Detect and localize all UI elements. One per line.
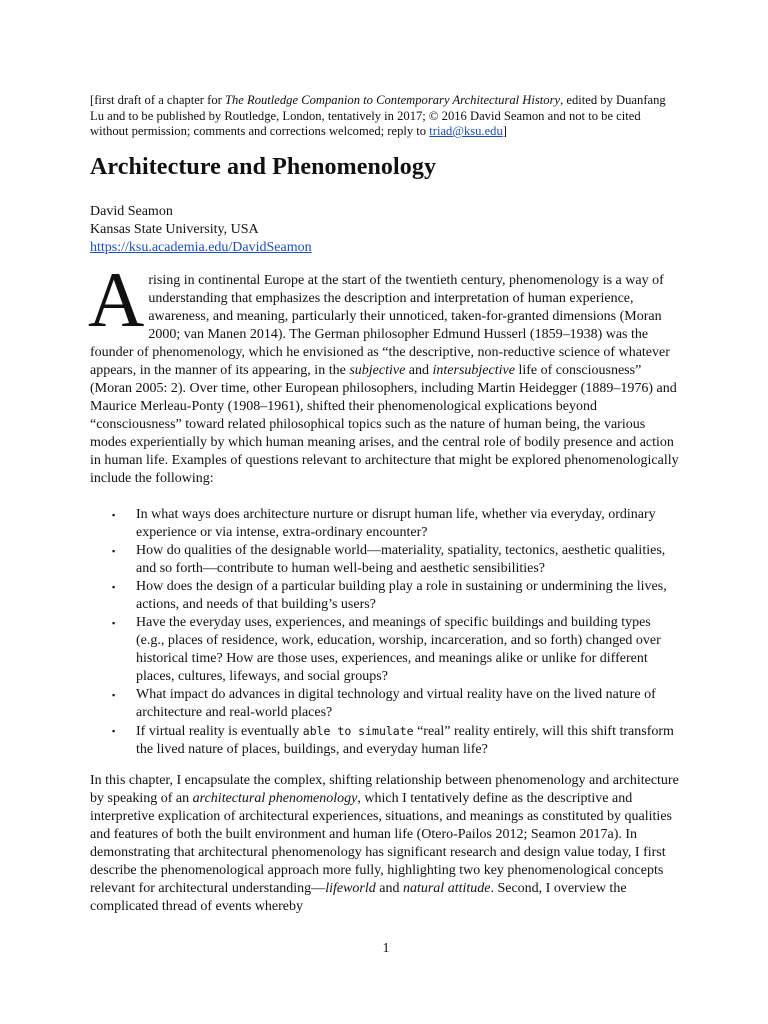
emphasis-text: lifeworld bbox=[325, 881, 376, 896]
author-block bbox=[90, 203, 312, 257]
author-affiliation: Kansas State University, USA bbox=[90, 222, 259, 237]
author-url-link[interactable]: https://ksu.academia.edu/DavidSeamon bbox=[90, 240, 312, 255]
email-link[interactable]: triad@ksu.edu bbox=[429, 124, 503, 138]
monospace-text: able to simulate bbox=[302, 724, 414, 738]
square-bullet-icon: ▪ bbox=[112, 510, 116, 520]
list-item-text: How do qualities of the designable world—materiality, spatiality, tectonics, aesthetic qualities, and so forth—contribute to human well-being and aesthetic sensibilities? bbox=[136, 543, 666, 576]
emphasis-text: natural attitude bbox=[402, 881, 491, 896]
list-item bbox=[90, 686, 682, 722]
paragraph-text: In this chapter, I encapsulate the complex, shifting relationship between phenomenology and architecture by speaking of an bbox=[90, 773, 679, 806]
page-number: 1 bbox=[382, 941, 390, 956]
drop-cap: A bbox=[88, 256, 145, 343]
square-bullet-icon: ▪ bbox=[112, 726, 116, 736]
paragraph-text: and bbox=[375, 881, 403, 896]
list-item-text: Have the everyday uses, experiences, and meanings of specific buildings and building types (e.g., places of residence, work, education, worship, incarceration, and so forth) changed over historical time? How are those uses, experiences, and meanings alike or unlike for different places, cultures, lifeways, and social groups? bbox=[136, 615, 661, 684]
paragraph-text: and bbox=[405, 363, 433, 378]
list-item bbox=[90, 578, 682, 614]
draft-note bbox=[90, 93, 682, 140]
paragraph-text: rising in continental Europe at the start of the twentieth century, phenomenology is a way of understanding that emphasizes the description and interpretation of human experience, awareness, and meaning, particularly their unnoticed, taken-for-granted dimensions (Moran 2000; van Manen 2014). The German philosopher Edmund Husserl (1859–1938) was the founder of phenomenology, which he envisioned as “the descriptive, non-reductive science of whatever appears, in the manner of its appearing, in the bbox=[90, 273, 670, 378]
list-item-text: In what ways does architecture nurture or disrupt human life, whether via everyday, ordinary experience or via intense, extra-ordinary encounter? bbox=[136, 507, 656, 540]
draft-note-text: , edited by Duanfang Lu and to be published by Routledge, London, tentatively in 2017; © 2016 David Seamon and not to be cited without permission; comments and corrections welcomed; reply to bbox=[90, 93, 666, 138]
list-item-text: How does the design of a particular building play a role in sustaining or undermining the lives, actions, and needs of that building’s users? bbox=[136, 579, 667, 612]
square-bullet-icon: ▪ bbox=[112, 582, 116, 592]
paragraph-text: . Second, I overview the complicated thread of events whereby bbox=[90, 881, 627, 914]
draft-note-text: ] bbox=[502, 124, 507, 138]
list-item bbox=[90, 722, 682, 759]
chapter-title: Architecture and Phenomenology bbox=[90, 154, 437, 180]
draft-note-text: [first draft of a chapter for bbox=[90, 93, 225, 107]
square-bullet-icon: ▪ bbox=[112, 618, 116, 628]
intro-paragraph bbox=[88, 256, 682, 488]
book-title: The Routledge Companion to Contemporary Architectural History bbox=[224, 93, 561, 107]
author-name: David Seamon bbox=[90, 204, 173, 219]
emphasis-text: intersubjective bbox=[432, 363, 515, 378]
square-bullet-icon: ▪ bbox=[112, 690, 116, 700]
list-item bbox=[90, 542, 682, 578]
list-item bbox=[90, 506, 682, 542]
paragraph-text: , which I tentatively define as the descriptive and interpretive explication of architectural experiences, situations, and meanings as constituted by qualities and features of both the built environment and human life (Otero-Pailos 2012; Seamon 2017a). In demonstrating that architectural phenomenology has significant research and design value today, I first describe the phenomenological approach more fully, highlighting two key phenomenological concepts relevant for architectural understanding— bbox=[90, 791, 672, 896]
list-item bbox=[90, 614, 682, 686]
chapter-paragraph bbox=[90, 772, 682, 916]
emphasis-text: architectural phenomenology bbox=[192, 791, 358, 806]
list-item-text: What impact do advances in digital technology and virtual reality have on the lived nature of architecture and real-world places? bbox=[136, 687, 656, 720]
list-item-text: “real” reality entirely, will this shift transform the lived nature of places, buildings, and everyday human life? bbox=[136, 724, 674, 757]
question-list bbox=[90, 506, 682, 759]
emphasis-text: subjective bbox=[349, 363, 406, 378]
square-bullet-icon: ▪ bbox=[112, 546, 116, 556]
list-item-text: If virtual reality is eventually bbox=[136, 724, 303, 739]
paragraph-text: life of consciousness” (Moran 2005: 2). Over time, other European philosophers, including Martin Heidegger (1889–1976) and Maurice Merleau-Ponty (1908–1961), shifted their phenomenological explications beyond “consciousness” toward related philosophical topics such as the nature of human being, the various modes experientially by which human meaning arises, and the central role of bodily presence and action in human life. Examples of questions relevant to architecture that might be explored phenomenologically include the following: bbox=[90, 363, 679, 486]
